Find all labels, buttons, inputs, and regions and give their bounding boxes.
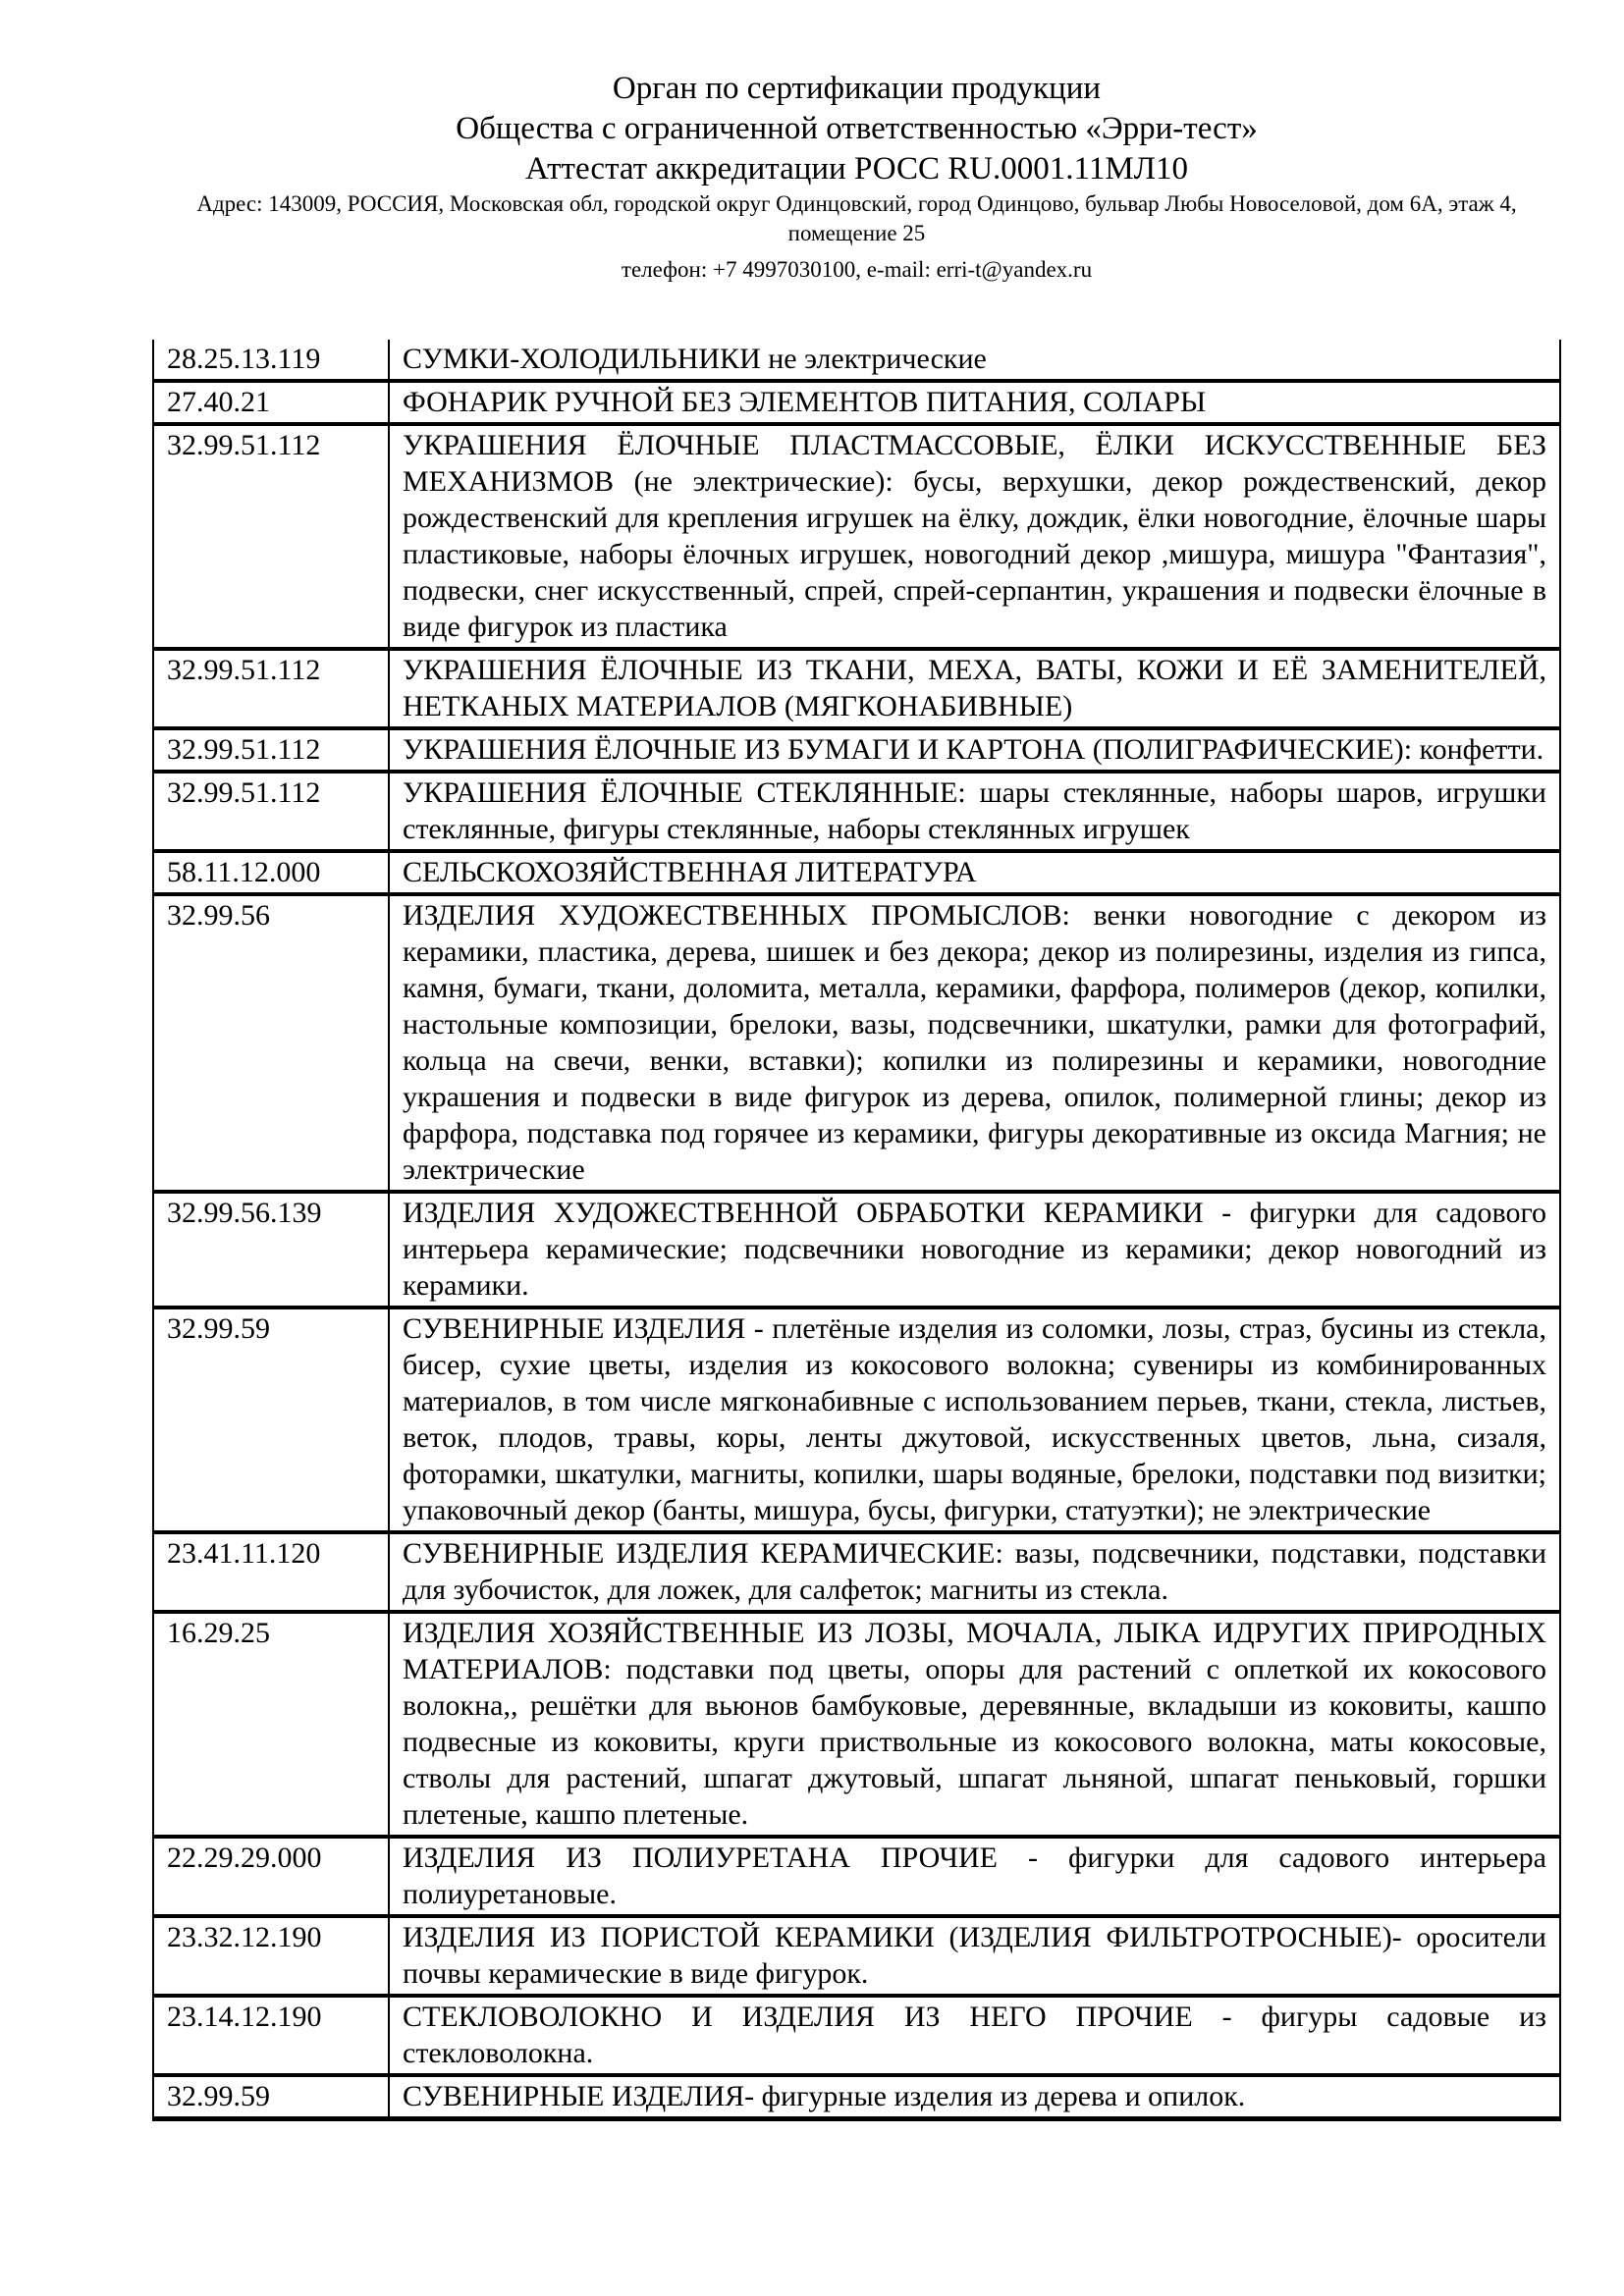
table-row (153, 2075, 1560, 2119)
product-code-cell: 32.99.56.139 (153, 1192, 389, 1308)
address-line-1: Адрес: 143009, РОССИЯ, Московская обл, городской округ Одинцовский, город Одинцово, бульвар Любы Новоселовой, дом 6А, этаж 4, (196, 191, 1517, 216)
product-code-cell: 28.25.13.119 (153, 340, 389, 381)
product-description-cell: СУВЕНИРНЫЕ ИЗДЕЛИЯ КЕРАМИЧЕСКИЕ: вазы, подсвечники, подставки, подставки для зубочисток, для ложек, для салфеток; магниты из стекла. (389, 1532, 1560, 1612)
product-description-cell: ИЗДЕЛИЯ ИЗ ПОРИСТОЙ КЕРАМИКИ (ИЗДЕЛИЯ ФИЛЬТРОТРОСНЫЕ)- оросители почвы керамические в виде фигурок. (389, 1916, 1560, 1996)
product-code-cell: 32.99.56 (153, 894, 389, 1192)
product-code-cell: 16.29.25 (153, 1612, 389, 1837)
product-description-cell: УКРАШЕНИЯ ЁЛОЧНЫЕ ИЗ БУМАГИ И КАРТОНА (ПОЛИГРАФИЧЕСКИЕ): конфетти. (389, 728, 1560, 772)
product-code-cell: 23.41.11.120 (153, 1532, 389, 1612)
product-description-cell: ИЗДЕЛИЯ ХОЗЯЙСТВЕННЫЕ ИЗ ЛОЗЫ, МОЧАЛА, ЛЫКА ИДРУГИХ ПРИРОДНЫХ МАТЕРИАЛОВ: подставки под цветы, опоры для растений с оплеткой их кокосового волокна,, решётки для вьюнов бамбуковые, деревянные, вкладыши из коковиты, кашпо подвесные из коковиты, круги приствольные из кокосового волокна, маты кокосовые, стволы для растений, шпагат джутовый, шпагат льняной, шпагат пеньковый, горшки плетеные, кашпо плетеные. (389, 1612, 1560, 1837)
document-header (152, 0, 1561, 285)
product-description-cell: СУМКИ-ХОЛОДИЛЬНИКИ не электрические (389, 340, 1560, 381)
table-row (153, 1837, 1560, 1916)
table-row (153, 340, 1560, 381)
table-row (153, 1308, 1560, 1532)
table-row (153, 1192, 1560, 1308)
product-code-cell: 23.14.12.190 (153, 1996, 389, 2075)
table-row (153, 851, 1560, 894)
table-row (153, 424, 1560, 649)
product-description-cell: СУВЕНИРНЫЕ ИЗДЕЛИЯ- фигурные изделия из дерева и опилок. (389, 2075, 1560, 2119)
product-code-cell: 32.99.51.112 (153, 424, 389, 649)
table-row (153, 772, 1560, 851)
table-body (153, 340, 1560, 2119)
accreditation-line: Аттестат аккредитации РОСС RU.0001.11МЛ10 (524, 151, 1189, 187)
certification-products-table (152, 340, 1561, 2121)
product-code-cell: 58.11.12.000 (153, 851, 389, 894)
product-description-cell: ИЗДЕЛИЯ ИЗ ПОЛИУРЕТАНА ПРОЧИЕ - фигурки для садового интерьера полиуретановые. (389, 1837, 1560, 1916)
table-row (153, 1916, 1560, 1996)
table-row (153, 1612, 1560, 1837)
product-code-cell: 32.99.59 (153, 2075, 389, 2119)
product-description-cell: СЕЛЬСКОХОЗЯЙСТВЕННАЯ ЛИТЕРАТУРА (389, 851, 1560, 894)
org-title-line-1: Орган по сертификации продукции (612, 71, 1102, 106)
product-description-cell: СУВЕНИРНЫЕ ИЗДЕЛИЯ - плетёные изделия из соломки, лозы, страз, бусины из стекла, бисер, сухие цветы, изделия из кокосового волокна; сувениры из комбинированных материалов, в том числе мягконабивные с использованием перьев, ткани, стекла, листьев, веток, плодов, травы, коры, ленты джутовой, искусственных цветов, льна, сизаля, фоторамки, шкатулки, магниты, копилки, шары водяные, брелоки, подставки под визитки; упаковочный декор (банты, мишура, бусы, фигурки, статуэтки); не электрические (389, 1308, 1560, 1532)
table-row (153, 1532, 1560, 1612)
product-code-cell: 23.32.12.190 (153, 1916, 389, 1996)
product-code-cell: 32.99.51.112 (153, 772, 389, 851)
product-code-cell: 27.40.21 (153, 381, 389, 424)
table-row (153, 728, 1560, 772)
table-row (153, 1996, 1560, 2075)
contact-line: телефон: +7 4997030100, e-mail: erri-t@yandex.ru (621, 257, 1093, 282)
document-content (152, 0, 1561, 2121)
product-description-cell: СТЕКЛОВОЛОКНО И ИЗДЕЛИЯ ИЗ НЕГО ПРОЧИЕ - фигуры садовые из стекловолокна. (389, 1996, 1560, 2075)
product-code-cell: 32.99.51.112 (153, 649, 389, 728)
product-description-cell: УКРАШЕНИЯ ЁЛОЧНЫЕ ПЛАСТМАССОВЫЕ, ЁЛКИ ИСКУССТВЕННЫЕ БЕЗ МЕХАНИЗМОВ (не электрические): бусы, верхушки, декор рождественский, декор рождественский для крепления игрушек на ёлку, дождик, ёлки новогодние, ёлочные шары пластиковые, наборы ёлочных игрушек, новогодний декор ,мишура, мишура "Фантазия", подвески, снег искусственный, спрей, спрей-серпантин, украшения и подвески ёлочные в виде фигурок из пластика (389, 424, 1560, 649)
product-code-cell: 22.29.29.000 (153, 1837, 389, 1916)
product-description-cell: УКРАШЕНИЯ ЁЛОЧНЫЕ СТЕКЛЯННЫЕ: шары стеклянные, наборы шаров, игрушки стеклянные, фигуры стеклянные, наборы стеклянных игрушек (389, 772, 1560, 851)
table-row (153, 649, 1560, 728)
address-line-2: помещение 25 (787, 221, 926, 245)
table-row (153, 381, 1560, 424)
product-description-cell: УКРАШЕНИЯ ЁЛОЧНЫЕ ИЗ ТКАНИ, МЕХА, ВАТЫ, КОЖИ И ЕЁ ЗАМЕНИТЕЛЕЙ, НЕТКАНЫХ МАТЕРИАЛОВ (МЯГКОНАБИВНЫЕ) (389, 649, 1560, 728)
product-code-cell: 32.99.59 (153, 1308, 389, 1532)
org-title-line-2: Общества с ограниченной ответственностью «Эрри-тест» (456, 111, 1258, 146)
product-description-cell: ФОНАРИК РУЧНОЙ БЕЗ ЭЛЕМЕНТОВ ПИТАНИЯ, СОЛАРЫ (389, 381, 1560, 424)
product-description-cell: ИЗДЕЛИЯ ХУДОЖЕСТВЕННОЙ ОБРАБОТКИ КЕРАМИКИ - фигурки для садового интерьера керамические; подсвечники новогодние из керамики; декор новогодний из керамики. (389, 1192, 1560, 1308)
product-code-cell: 32.99.51.112 (153, 728, 389, 772)
product-description-cell: ИЗДЕЛИЯ ХУДОЖЕСТВЕННЫХ ПРОМЫСЛОВ: венки новогодние с декором из керамики, пластика, дерева, шишек и без декора; декор из полирезины, изделия из гипса, камня, бумаги, ткани, доломита, металла, керамики, фарфора, полимеров (декор, копилки, настольные композиции, брелоки, вазы, подсвечники, шкатулки, рамки для фотографий, кольца на свечи, венки, вставки); копилки из полирезины и керамики, новогодние украшения и подвески в виде фигурок из дерева, опилок, полимерной глины; декор из фарфора, подставка под горячее из керамики, фигуры декоративные из оксида Магния; не электрические (389, 894, 1560, 1192)
table-row (153, 894, 1560, 1192)
